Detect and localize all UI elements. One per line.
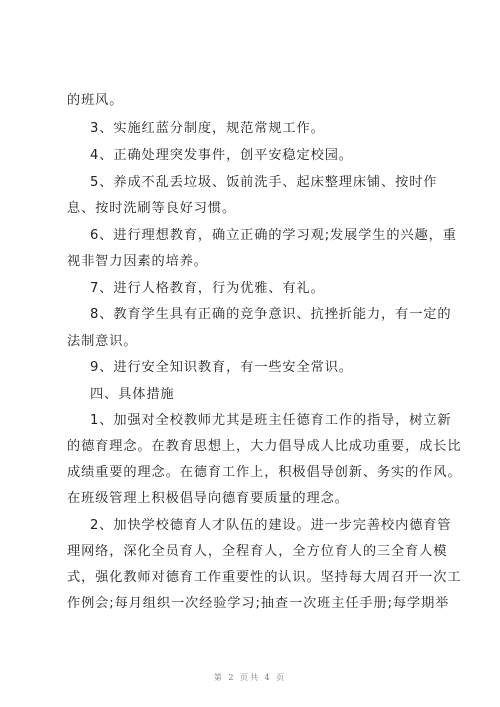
text-line: 法制意识。 bbox=[67, 334, 138, 349]
text-line: 理网络，深化全员育人，全程育人，全方位育人的三全育人模 bbox=[67, 544, 448, 559]
page-number: 第 2 页共 4 页 bbox=[213, 673, 287, 682]
section-heading: 四、具体措施 bbox=[90, 387, 175, 402]
text-line: 的德育理念。在教育思想上，大力倡导成人比成功重要，成长比 bbox=[67, 439, 462, 454]
text-line: 作例会;每月组织一次经验学习;抽查一次班主任手册;每学期举 bbox=[67, 596, 450, 611]
text-line: 5、养成不乱丢垃圾、饭前洗手、起床整理床铺、按时作 bbox=[90, 175, 438, 190]
text-line: 7、进行人格教育，行为优雅、有礼。 bbox=[90, 281, 325, 296]
text-line: 成绩重要的理念。在德育工作上，积极倡导创新、务实的作风。 bbox=[67, 465, 462, 480]
text-line: 4、正确处理突发事件，创平安稳定校园。 bbox=[90, 148, 353, 163]
text-line: 的班风。 bbox=[67, 93, 124, 108]
text-line: 3、实施红蓝分制度，规范常规工作。 bbox=[90, 121, 325, 136]
text-line: 9、进行安全知识教育，有一些安全常识。 bbox=[90, 360, 353, 375]
text-line: 息、按时洗刷等良好习惯。 bbox=[67, 201, 237, 216]
text-line: 8、教育学生具有正确的竞争意识、抗挫折能力，有一定的 bbox=[90, 307, 452, 322]
text-line: 式，强化教师对德育工作重要性的认识。坚持每大周召开一次工 bbox=[67, 570, 462, 585]
text-line: 6、进行理想教育，确立正确的学习观;发展学生的兴趣，重 bbox=[90, 228, 457, 243]
text-line: 视非智力因素的培养。 bbox=[67, 254, 208, 269]
text-line: 2、加快学校德育人才队伍的建设。进一步完善校内德育管 bbox=[90, 518, 452, 533]
text-line: 1、加强对全校教师尤其是班主任德育工作的指导，树立新 bbox=[90, 413, 452, 428]
text-line: 在班级管理上积极倡导向德育要质量的理念。 bbox=[67, 491, 349, 506]
